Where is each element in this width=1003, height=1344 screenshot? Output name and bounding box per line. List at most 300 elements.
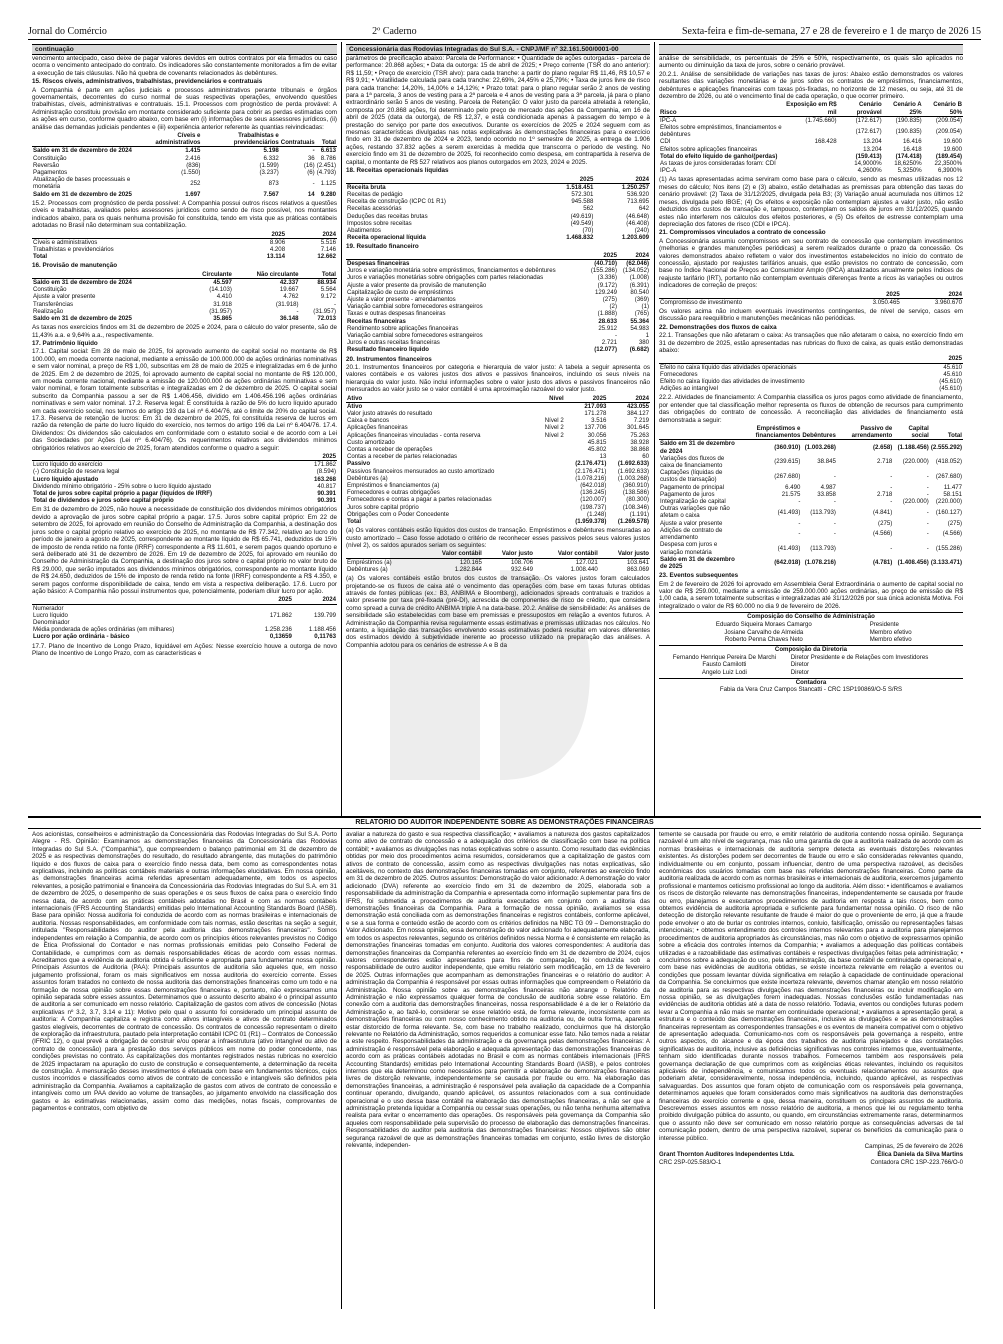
cell-value: Nível 2 bbox=[544, 431, 564, 439]
cell-value: - bbox=[890, 544, 893, 552]
cell-value: 25.912 bbox=[598, 324, 617, 332]
cell-value: 3.516 bbox=[591, 417, 607, 425]
cell-value: (49.549) bbox=[570, 219, 594, 227]
cell-value bbox=[538, 410, 565, 417]
row-label: Taxas e outras despesas financeiras bbox=[347, 310, 446, 318]
row-label: Juros sobre capital próprio bbox=[347, 503, 419, 511]
column-header: Não circulante bbox=[233, 271, 300, 279]
row-label: Lucro líquido bbox=[33, 611, 68, 619]
section-heading: 17. Patrimônio líquido bbox=[32, 339, 98, 347]
table-row bbox=[346, 432, 650, 439]
paragraph: análise de sensibilidade, os percentuais de 25% e 50%, respectivamente, os quais são aplicados no aumento ou diminuição da taxa de juros, sobre o cenário provável. bbox=[659, 55, 963, 70]
cell-value bbox=[783, 146, 837, 153]
row-label: Atualização de bases processuais e monetária bbox=[33, 176, 131, 191]
cell-value: (80.300) bbox=[626, 496, 649, 504]
cell-value: 380 bbox=[638, 339, 649, 347]
table-row bbox=[346, 332, 650, 339]
row-label: Total de juros sobre capital próprio a pagar (líquidos de IRRF) bbox=[33, 490, 212, 498]
financial-instruments-table bbox=[346, 395, 650, 526]
row-label: Aplicações financeiras vinculadas - conta reserva bbox=[347, 431, 481, 439]
cell-value: 40.817 bbox=[317, 482, 336, 490]
cell-value: (765) bbox=[634, 310, 649, 318]
column-header: Circulante bbox=[185, 271, 233, 279]
cell-value: (4.781) bbox=[872, 559, 893, 567]
row-label: Ajuste a valor presente bbox=[660, 519, 723, 527]
cell-value: Nível 2 bbox=[544, 424, 564, 432]
cell-value: 2.718 bbox=[877, 490, 893, 498]
row-label: Debêntures (a) bbox=[347, 474, 388, 482]
row-label: Fornecedores bbox=[660, 370, 698, 378]
table-row bbox=[346, 205, 650, 212]
auditor-firm-crc: CRC 2SP-025.583/O-1 bbox=[659, 1158, 722, 1166]
row-label: Fornecedores e outras obrigações bbox=[347, 489, 440, 497]
cell-value: 80.540 bbox=[630, 288, 649, 296]
cell-value: (16) bbox=[303, 161, 315, 169]
table-row bbox=[346, 446, 650, 453]
cell-value: 423.055 bbox=[626, 402, 649, 410]
cell-value: (108.346) bbox=[622, 503, 649, 511]
paragraph: temente se causada por fraude ou erro, e emitir relatório de auditoria contendo nossa opinião. Segurança razoável é um alto nível de segurança, mas não uma garantia de que a auditoria realizada de acordo com as normas brasileiras e internacionais de auditoria sempre detecta as eventuais distorções relevantes existentes. As distorções podem ser decorrentes de fraude ou erro e são consideradas relevantes quando, individualmente ou em conjunto, possam influenciar, dentro de uma perspectiva razoável, as decisões econômicas dos usuários tomadas com base nas referidas demonstrações financeiras. Como parte da auditoria realizada de acordo com as normas brasileiras e internacionais de auditoria, exercemos julgamento profissional e mantemos ceticismo profissional ao longo da auditoria. Além disso: • identificamos e avaliamos os riscos de distorção relevante nas demonstrações financeiras, independentemente se causada por fraude ou erro, planejamos e executamos procedimentos de auditoria em resposta a tais riscos, bem como obtemos evidência de auditoria apropriada e suficiente para fundamentar nossa opinião. O risco de não detecção de distorção relevante resultante de fraude é maior do que o proveniente de erro, já que a fraude pode envolver o ato de burlar os controles internos, conluio, falsificação, omissão ou representações falsas intencionais; • obtemos entendimento dos controles internos relevantes para a auditoria para planejarmos procedimentos de auditoria apropriados às circunstâncias, mas não com o objetivo de expressarmos opinião sobre a eficácia dos controles internos da Companhia; • avaliamos a adequação das políticas contábeis utilizadas e a razoabilidade das estimativas contábeis e respectivas divulgações feitas pela administração; • concluímos sobre a adequação do uso, pela administração, da base contábil de continuidade operacional e, com base nas evidências de auditoria obtidas, se existe incerteza relevante em relação a eventos ou condições que possam levantar dúvida significativa em relação à capacidade de continuidade operacional da Companhia. Se concluirmos que existe incerteza relevante, devemos chamar atenção em nosso relatório de auditoria para as respectivas divulgações nas demonstrações financeiras ou incluir modificação em nossa opinião, se as divulgações forem inadequadas. Nossas conclusões estão fundamentadas nas evidências de auditoria obtidas até a data de nosso relatório. Todavia, eventos ou condições futuras podem levar a Companhia a não mais se manter em continuidade operacional; • avaliamos a apresentação geral, a estrutura e o conteúdo das demonstrações financeiras, inclusive as divulgações e se as demonstrações financeiras representam as correspondentes transações e os eventos de maneira compatível com o objetivo de apresentação adequada. Comunicamo-nos com os responsáveis pela governança a respeito, entre outros aspectos, do alcance e da época dos trabalhos de auditoria planejados e das constatações significativas de auditoria, inclusive as deficiências significativas nos controles internos que, eventualmente, tenham sido identificadas durante nossos trabalhos. Fornecemos também aos responsáveis pela governança declaração de que cumprimos com as exigências éticas relevantes, incluindo os requisitos aplicáveis de independência, e comunicamos todos os eventuais relacionamentos ou assuntos que poderiam afetar, consideravelmente, nossa independência, incluindo, quando aplicável, as respectivas salvaguardas. Dos assuntos que foram objeto de comunicação com os responsáveis pela governança, determinamos aqueles que foram considerados como mais significativos na auditoria das demonstrações financeiras do exercício corrente e que, dessa maneira, constituem os principais assuntos de auditoria. Descrevemos esses assuntos em nosso relatório de auditoria, a menos que lei ou regulamento tenha proibido divulgação pública do assunto, ou quando, em circunstâncias extremamente raras, determinarmos que o assunto não deve ser comunicado em nosso relatório porque as consequências adversas de tal comunicação podem, dentro de uma perspectiva razoável, superar os benefícios da comunicação para o interesse público. bbox=[659, 831, 963, 1142]
cell-value: - bbox=[798, 530, 801, 538]
cell-value: 13 bbox=[599, 453, 607, 461]
table-row bbox=[346, 410, 650, 417]
cell-value: (4.841) bbox=[872, 508, 893, 516]
paragraph: 15.2. Processos com prognóstico de perda possível: A Companhia possui outros riscos relativos a questões cíveis e trabalhistas, avaliados pelos assessores jurídicos como sendo de risco possível, nos montantes indicados abaixo, para os quais nenhuma provisão foi constituída, tendo em vista que as práticas contábeis adotadas no Brasil não determinam sua contabilização. bbox=[32, 199, 337, 230]
cell-value bbox=[538, 439, 565, 446]
row-label: Ajuste a valor presente bbox=[33, 293, 96, 301]
cell-value: (209.054) bbox=[935, 116, 962, 124]
row-label: Receitas acessórias bbox=[347, 205, 402, 213]
row-label: Reversão bbox=[33, 161, 60, 169]
cell-value: 4.208 bbox=[269, 245, 286, 253]
cell-value: (1.188.456) bbox=[897, 444, 929, 452]
paragraph: A Concessionária assumiu compromissos em seu contrato de concessão que contemplam investimentos (melhorias e grandes manutenções periódicas) a serem realizados durante o prazo da concessão. Os valores demonstrados abaixo refletem o valor dos investimentos estabelecidos no início do contrato de concessão, ajustado por reajustes tarifários anuais, que estão previstos no contrato de concessão, com base no Índice Nacional de Preços ao Consumidor Amplo (IPCA) atualizados anualmente pelos índices de reajuste tarifário (IRT), portanto não contemplam eventuais diferenças frente a ricos às variações ou outros indicadores de correção de preços: bbox=[659, 237, 963, 290]
section-heading: 19. Resultado financeiro bbox=[346, 243, 419, 251]
cell-value: - bbox=[798, 498, 801, 506]
cell-value bbox=[783, 167, 837, 174]
column-header: Total bbox=[316, 132, 337, 147]
row-label: (-) Constituição de reserva legal bbox=[33, 468, 120, 476]
table-row bbox=[346, 274, 650, 281]
column-2 bbox=[341, 42, 654, 816]
commitments-table bbox=[659, 291, 963, 306]
row-label: Efeitos sobre aplicações financeiras bbox=[660, 145, 758, 153]
cell-value: 562 bbox=[583, 205, 594, 213]
row-label: Variações dos fluxos de caixa de financiamento bbox=[660, 454, 725, 470]
cell-value: (46.408) bbox=[626, 219, 649, 227]
cell-value: - bbox=[890, 483, 893, 491]
column-header: Total bbox=[930, 425, 963, 440]
column-header: Valor contábil bbox=[534, 550, 599, 558]
section-heading: 18. Receitas operacionais líquidas bbox=[346, 167, 449, 175]
cell-value: 642 bbox=[638, 205, 649, 213]
row-label: Ajuste a valor presente - arrendamentos bbox=[347, 295, 456, 303]
cell-value: (1.191) bbox=[629, 510, 649, 518]
cell-value: 45.597 bbox=[213, 278, 232, 286]
company-title: Concessionária das Rodovias Integradas do Sul S.A. - CNPJ/MF nº 32.161.500/0001-00 bbox=[346, 44, 650, 55]
cell-value: - bbox=[890, 498, 893, 506]
cell-value: 13.114 bbox=[266, 253, 286, 261]
paragraph: 22.2. Atividades de financiamento: A Companhia classifica os juros pagos como atividade de financiamento, por entender que tal classificação melhor representa os fluxos de obtenção de recursos para cumprimento das obrigações do contrato de concessão. A reconciliação das atividades de financiamento está demonstrada a seguir: bbox=[659, 394, 963, 424]
table-row bbox=[659, 363, 963, 371]
cell-value: (836) bbox=[186, 161, 201, 169]
cell-value: 13.204 bbox=[863, 138, 882, 146]
cell-value: 1.188.456 bbox=[308, 626, 336, 634]
table-row bbox=[346, 475, 650, 482]
table-row bbox=[659, 505, 963, 519]
row-label: Aplicações financeiras bbox=[347, 424, 408, 432]
cell-value: 1.258.236 bbox=[264, 626, 292, 634]
row-label: Capitalização de custo de empréstimos bbox=[347, 288, 454, 296]
board-block bbox=[659, 612, 963, 643]
cell-value: (220.000) bbox=[902, 498, 929, 506]
cell-value: (1.888) bbox=[597, 310, 617, 318]
person-name: Eduardo Siqueira Moraes Camargo bbox=[715, 621, 812, 629]
row-label: Abatimentos bbox=[347, 226, 381, 234]
table-row bbox=[32, 604, 337, 612]
table-row bbox=[659, 440, 963, 455]
person-role: Diretor bbox=[790, 661, 810, 669]
person-role: Presidente bbox=[869, 621, 899, 629]
cell-value: (6) bbox=[307, 169, 315, 177]
cell-value: (12.077) bbox=[594, 346, 617, 354]
cell-value: 384.127 bbox=[626, 410, 649, 418]
row-label: Custo amortizado bbox=[347, 438, 395, 446]
page-header bbox=[28, 25, 981, 40]
paragraph: Em 2 de fevereiro de 2026 foi aprovado em Assembleia Geral Extraordinária o aumento de capital social no valor de R$ 259.000, mediante a emissão de 259.000.000 ações ordinárias, ao preço de emissão de R$ 1,00 cada, a serem totalmente subscritas e integralizadas até 31/12/2026 por sua única acionista Motiva. Foi integralizado o valor de R$ 60.000 no dia 9 de fevereiro de 2026. bbox=[659, 580, 963, 610]
cell-value: (136.245) bbox=[580, 489, 607, 497]
paragraph: 20.1. Instrumentos financeiros por categoria e hierarquia de valor justo: A tabela a seguir apresenta os valores contábeis e os valores justos dos ativos e passivos financeiros, incluindo os seus níveis na hierarquia do valor justo. Não inclui informações sobre o valor justo dos ativos e passivos financeiros não mensurados ao valor justo se o valor contábil é uma aproximação razoável do valor justo. bbox=[346, 363, 650, 394]
person-row bbox=[659, 661, 963, 668]
directors-title: Composição da Diretoria bbox=[774, 645, 848, 653]
paragraph: (1) As taxas apresentadas acima serviram como base para o cálculo, sendo as mesmas utilizadas nos 12 meses do cálculo; Nos itens (2) e (3) abaixo, estão detalhadas as premissas para obtenção das taxas do cenário provável: (2) Taxa de 31/12/2025, divulgada pela B3; (3) Variação anual acumulada nos últimos 12 meses, divulgada pelo IBGE; (4) Os efeitos e exposição não contemplam ajustes a valor justo, não estão deduzidos dos custos de transação e, tampouco, contemplam os saldos de juros em 31/12/2025, quando estes não interferem nos cálculos dos efeitos posteriores, e (5) Os efeitos de estresse contemplam uma depreciação dos fatores de risco (CDI e IPCA). bbox=[659, 176, 963, 228]
cell-value bbox=[538, 489, 565, 496]
cell-value: 9.280 bbox=[320, 190, 336, 198]
cell-value: 58.151 bbox=[943, 490, 962, 498]
cell-value: 252 bbox=[190, 179, 201, 187]
cell-value: (14.103) bbox=[209, 286, 232, 294]
person-role: Diretor Presidente e de Relações com Investidores bbox=[790, 654, 929, 662]
table-row bbox=[32, 253, 337, 260]
column-header: 2024 bbox=[293, 596, 337, 604]
cell-value: - bbox=[926, 472, 929, 480]
cell-value: (134.052) bbox=[622, 267, 649, 275]
cell-value: (1.599) bbox=[259, 161, 279, 169]
board-title: Composição do Conselho de Administração bbox=[747, 613, 875, 621]
cell-value: 127.021 bbox=[575, 558, 598, 566]
table-row bbox=[32, 246, 337, 253]
board-list bbox=[659, 621, 963, 643]
cell-value: (267.680) bbox=[935, 472, 962, 480]
table-row bbox=[346, 439, 650, 446]
cell-value: 11.477 bbox=[943, 483, 962, 491]
table-header-row bbox=[346, 550, 650, 558]
row-label: Total do efeito líquido de ganho/(perdas) bbox=[660, 152, 778, 160]
row-label: Contas a receber de partes relacionadas bbox=[347, 453, 458, 461]
cell-value: (1.550) bbox=[181, 169, 201, 177]
table-row bbox=[32, 238, 337, 246]
cell-value: (1.959.378) bbox=[575, 518, 607, 526]
row-label: Variação cambial sobre fornecedores estrangeiros bbox=[347, 331, 483, 339]
column-header: Passivo de arrendamento bbox=[837, 425, 893, 440]
cell-value: - bbox=[833, 498, 836, 506]
table-row bbox=[346, 518, 650, 525]
cell-value: 1.518.451 bbox=[566, 183, 594, 191]
cell-value: (155.286) bbox=[590, 267, 617, 275]
cell-value: 5.564 bbox=[320, 286, 336, 294]
cell-value: 19.600 bbox=[943, 138, 962, 146]
column-header: 2024 bbox=[618, 252, 650, 260]
cell-value: - bbox=[926, 530, 929, 538]
cell-value: - bbox=[333, 300, 336, 308]
column-header: Nível bbox=[538, 395, 565, 403]
cell-value: (1.248) bbox=[587, 510, 607, 518]
column-header: 2024 bbox=[594, 176, 650, 184]
provisions-table bbox=[32, 132, 337, 198]
cell-value: (155.286) bbox=[935, 544, 962, 552]
cell-value: (239.615) bbox=[774, 458, 801, 466]
paragraph: (a) Os valores contábeis estão líquidos dos custos de transação. Empréstimos e debêntures mensuradas ao custo amortizado – Caso fosse adotado o critério de reconhecer esses passivos pelos seus valores justos (nível 2), os saldos apurados seriam os seguintes: bbox=[346, 527, 650, 550]
cell-value: (3.237) bbox=[259, 169, 279, 177]
row-label: Empréstimos (a) bbox=[347, 558, 392, 566]
section-heading: 22. Demonstrações dos fluxos de caixa bbox=[659, 323, 777, 331]
paragraph: avaliar a natureza do gasto e sua respectiva classificação; • avaliamos a natureza dos gastos capitalizados como ativo de contrato de concessão e a adequação dos critérios de classificação com base na política contábil; • avaliamos as divulgações nas notas explicativas sobre o assunto. Como resultado das evidências obtidas por meio dos procedimentos acima resumidos, consideramos que a capitalização de gastos com ativos de contrato de concessão, assim como as respectivas divulgações nas notas explicativas, são aceitáveis, no contexto das demonstrações financeiras tomadas em conjunto, referentes ao exercício findo em 31 de dezembro de 2025. Outros assuntos: Demonstração do valor adicionado: A demonstração do valor adicionado (DVA) referente ao exercício findo em 31 de dezembro de 2025, elaborada sob a responsabilidade da administração da Companhia e apresentada como informação suplementar para fins de IFRS, foi submetida a procedimentos de auditoria executados em conjunto com a auditoria das demonstrações financeiras da Companhia. Para a formação de nossa opinião, avaliamos se essa demonstração está conciliada com as demonstrações financeiras e registros contábeis, conforme aplicável, e se a sua forma e conteúdo estão de acordo com os critérios definidos na NBC TG 09 – Demonstração do Valor Adicionado. Em nossa opinião, essa demonstração do valor adicionado foi adequadamente elaborada, em todos os aspectos relevantes, segundo os critérios definidos nessa Norma e é consistente em relação às demonstrações financeiras tomadas em conjunto. Auditoria dos valores correspondentes: A auditoria das demonstrações financeiras da Companhia referentes ao exercício findo em 31 de dezembro de 2024, cujos valores correspondentes estão apresentados para fins de comparação, foi conduzida sob a responsabilidade de outro auditor independente, que emitiu relatório sem modificação, em 13 de fevereiro de 2025. Outras informações que acompanham as demonstrações financeiras e o relatório do auditor: A administração da Companhia é responsável por essas outras informações que compreendem o Relatório da Administração. Nossa opinião sobre as demonstrações financeiras não abrange o Relatório da Administração e não expressamos qualquer forma de conclusão de auditoria sobre esse relatório. Em conexão com a auditoria das demonstrações financeiras, nossa responsabilidade é a de ler o Relatório da Administração e, ao fazê-lo, considerar se esse relatório está, de forma relevante, inconsistente com as demonstrações financeiras ou com nosso conhecimento obtido na auditoria ou, de outra forma, aparenta estar distorcido de forma relevante. Se, com base no trabalho realizado, concluirmos que há distorção relevante no Relatório da Administração, somos requeridos a comunicar esse fato. Não temos nada a relatar a este respeito. Responsabilidades da administração e da governança pelas demonstrações financeiras: A administração é responsável pela elaboração e adequada apresentação das demonstrações financeiras de acordo com as práticas contábeis adotadas no Brasil e com as normas contábeis internacionais (IFRS Accounting Standards) emitidas pelo International Accounting Standards Board (IASB), e pelos controles internos que ela determinou como necessários para permitir a elaboração de demonstrações financeiras livres de distorção relevante, independentemente se causada por fraude ou erro. Na elaboração das demonstrações financeiras, a administração é responsável pela avaliação da capacidade de a Companhia continuar operando, divulgando, quando aplicável, os assuntos relacionados com a sua continuidade operacional e o uso dessa base contábil na elaboração das demonstrações financeiras, a não ser que a administração pretenda liquidar a Companhia ou cessar suas operações, ou não tenha nenhuma alternativa realista para evitar o encerramento das operações. Os responsáveis pela governança da Companhia são aqueles com responsabilidade pela supervisão do processo de elaboração das demonstrações financeiras. Responsabilidades do auditor pela auditoria das demonstrações financeiras: Nossos objetivos são obter segurança razoável de que as demonstrações financeiras tomadas em conjunto, estão livres de distorção relevante, independen- bbox=[346, 831, 650, 1150]
table-header-row bbox=[32, 453, 337, 461]
cell-value: (1.078.216) bbox=[575, 474, 607, 482]
cell-value: 945.588 bbox=[571, 198, 594, 206]
column-header: Cenário B 50% bbox=[923, 101, 963, 116]
cell-value: 9.172 bbox=[320, 293, 336, 301]
row-label: Trabalhistas e previdenciários bbox=[33, 245, 114, 253]
publication-page bbox=[28, 42, 981, 1309]
paragraph: Aos acionistas, conselheiros e administração da Concessionária das Rodovias Integradas do Sul S.A. Porto Alegre - RS. Opinião: Examinamos as demonstrações financeiras da Concessionária das Rodovias Integradas do Sul S.A. ("Companhia"), que compreendem o balanço patrimonial em 31 de dezembro de 2025 e as respectivas demonstrações do resultado, do resultado abrangente, das mutações do patrimônio líquido e dos fluxos de caixa para o exercício findo nessa data, bem como as correspondentes notas explicativas, incluindo as políticas contábeis materiais e outras informações elucidativas. Em nossa opinião, as demonstrações financeiras acima referidas apresentam adequadamente, em todos os aspectos relevantes, a posição patrimonial e financeira da Concessionária das Rodovias Integradas do Sul S.A. em 31 de dezembro de 2025, o desempenho de suas operações e os seus fluxos de caixa para o exercício findo nessa data, de acordo com as práticas contábeis adotadas no Brasil e com as normas contábeis internacionais (IFRS Accounting Standards) emitidas pelo International Accounting Standards Board (IASB). Base para opinião: Nossa auditoria foi conduzida de acordo com as normas brasileiras e internacionais de auditoria. Nossas responsabilidades, em conformidade com tais normas, estão descritas na seção a seguir, intitulada "Responsabilidades do auditor pela auditoria das demonstrações financeiras". Somos independentes em relação à Companhia, de acordo com os princípios éticos relevantes previstos no Código de Ética Profissional do Contador e nas normas profissionais emitidas pelo Conselho Federal de Contabilidade, e cumprimos com as demais responsabilidades éticas de acordo com essas normas. Acreditamos que a evidência de auditoria obtida é suficiente e apropriada para fundamentar nossa opinião. Principais Assuntos de Auditoria (PAA): Principais assuntos de auditoria são aqueles que, em nosso julgamento profissional, foram os mais significativos em nossa auditoria do exercício corrente. Esses assuntos foram tratados no contexto de nossa auditoria das demonstrações financeiras como um todo e na formação de nossa opinião sobre essas demonstrações financeiras e, portanto, não expressamos uma opinião separada sobre esses assuntos. Determinamos que o assunto descrito abaixo é o principal assunto de auditoria a ser comunicado em nosso relatório. Capitalização de gastos com ativos de concessão (Notas explicativas nº 3.2, 3.7, 3.14 e 11): Motivo pelo qual o assunto foi considerado um principal assunto de auditoria: A Companhia capitaliza e registra como ativos intangíveis e ativos de contrato determinados gastos elegíveis, decorrentes de contrato de concessão. Os contratos de concessão representam o direito de exploração da infraestrutura, pautado pela interpretação contábil ICPC 01 (R1) – Contratos de Concessão (IFRIC 12), o qual prevê a obrigação de construir e/ou operar a infraestrutura (ativo intangível ou ativo de contrato de concessão) para a prestação dos serviços públicos em nome do poder concedente, nas condições previstas no contrato. As capitalizações dos montantes registrados nestas rubricas no exercício de 2025 impactaram na apuração do custo de construção e consequentemente, a determinação da receita de construção. A mensuração desses investimentos é efetuada com base em fundamentos técnicos, cujos custos incorridos e classificados como ativos de contrato de concessão e intangíveis são definidos pela administração da Companhia. Avaliamos a capitalização de gastos com ativos de contrato de concessão e intangíveis como um PAA devido ao volume de transações, ao julgamento envolvido na classificação dos gastos e às estimativas relacionadas, assim como das medições, notas fiscais, comprovantes de pagamentos e contratos, com objetivo de bbox=[32, 831, 337, 1113]
cell-value: 0,11763 bbox=[314, 633, 336, 641]
row-label: Receitas de pedágio bbox=[347, 190, 403, 198]
auditor-partner-crc: Contadora CRC 1SP-223.766/O-0 bbox=[870, 1158, 963, 1166]
cell-value: 2.718 bbox=[877, 458, 893, 466]
cell-value: (113.793) bbox=[810, 508, 836, 516]
possible-loss-table bbox=[32, 231, 337, 261]
issue-date: Sexta-feira e fim-de-semana, 27 e 28 de fevereiro e 1 de março de 2026 15 bbox=[681, 26, 981, 37]
auditor-partner: Élica Daniela da Silva Martins bbox=[877, 1151, 963, 1159]
paragraph: Os valores acima não incluem eventuais investimentos contingentes, de nível de serviço, casos em discussão para reequilíbrio e manutenções mecânicas não periódicas. bbox=[659, 307, 963, 323]
cell-value: (120.007) bbox=[580, 496, 607, 504]
cell-value: 42.337 bbox=[279, 278, 299, 286]
cell-value: 90.391 bbox=[317, 497, 336, 505]
section-heading: 16. Provisão de manutenção bbox=[32, 262, 118, 270]
table-row bbox=[346, 496, 650, 503]
cell-value: (1.003.268) bbox=[804, 444, 836, 452]
cell-value: (174.418) bbox=[895, 152, 922, 160]
cell-value: 1.415 bbox=[185, 147, 201, 155]
person-name: Josiane Carvalho de Almeida bbox=[724, 628, 804, 636]
cell-value: 171.862 bbox=[313, 461, 336, 469]
cell-value: (2) bbox=[609, 303, 617, 311]
row-label: Lucro líquido ajustado bbox=[33, 475, 99, 483]
column-header: Capital social bbox=[893, 425, 930, 440]
earnings-per-share-table bbox=[32, 596, 337, 640]
cell-value: 7.567 bbox=[263, 190, 279, 198]
cell-value: (8.594) bbox=[316, 468, 336, 476]
cell-value: 54.983 bbox=[630, 324, 649, 332]
section-heading: 20. Instrumentos financeiros bbox=[346, 355, 432, 363]
row-label: Transferências bbox=[33, 300, 74, 308]
cell-value: (642.018) bbox=[580, 482, 607, 490]
cell-value: (1.269.578) bbox=[617, 518, 649, 526]
table-row bbox=[32, 476, 337, 483]
cell-value: 1.282.844 bbox=[454, 565, 482, 573]
cell-value: 19.667 bbox=[279, 286, 299, 294]
row-label: Efeitos sobre empréstimos, financiamentos e debêntures bbox=[660, 124, 782, 139]
cell-value: 1 bbox=[645, 331, 649, 339]
cell-value: 863.069 bbox=[626, 565, 649, 573]
table-header-row bbox=[346, 252, 650, 260]
report-column-1 bbox=[28, 829, 341, 1309]
column-header: Cenário A 25% bbox=[883, 101, 923, 116]
cell-value: 129.249 bbox=[594, 288, 617, 296]
cell-value bbox=[293, 604, 337, 612]
table-row bbox=[32, 176, 337, 190]
row-label: Saldo em 31 de dezembro de 2024 bbox=[33, 147, 132, 155]
row-label: Captações (líquidas de custos de transação) bbox=[660, 469, 723, 484]
column-header: Cíveis e administrativos bbox=[136, 132, 201, 147]
row-label: Despesas financeiras bbox=[347, 259, 410, 267]
cell-value: 1.125 bbox=[320, 179, 336, 187]
table-row bbox=[659, 520, 963, 527]
table-row bbox=[346, 220, 650, 227]
cell-value: (1.003.268) bbox=[617, 474, 649, 482]
cell-value: (2.658) bbox=[872, 444, 893, 452]
cell-value: (172.617) bbox=[855, 127, 882, 135]
cell-value: (41.493) bbox=[777, 508, 801, 516]
row-label: Variação cambial sobre fornecedores estrangeiros bbox=[347, 303, 483, 311]
table-row bbox=[659, 385, 963, 392]
table-row bbox=[32, 461, 337, 469]
cell-value: (360.910) bbox=[622, 482, 649, 490]
cell-value: 5.198 bbox=[263, 147, 279, 155]
row-label: Constituição bbox=[33, 286, 67, 294]
paragraph: As taxas nos exercícios findos em 31 de dezembro de 2025 e 2024, para o cálculo do valor presente, são de 11,43% a.a. e 9,64% a.a., respectivamente. bbox=[32, 324, 337, 339]
section-heading: 21. Compromissos vinculados a contrato de concessão bbox=[659, 229, 826, 237]
cell-value: (1) bbox=[641, 303, 649, 311]
paragraph: 17.7. Plano de Incentivo de Longo Prazo, liquidável em Ações: Nesse exercício houve a outorga de novo Plano de Incentivo de Longo Prazo, com as características e bbox=[32, 642, 337, 657]
table-row bbox=[32, 278, 337, 286]
cell-value: 13.204 bbox=[863, 145, 882, 153]
column-header bbox=[346, 550, 418, 558]
cell-value: 35.865 bbox=[213, 314, 232, 322]
cell-value: - bbox=[926, 519, 929, 527]
row-label: As taxas de juros consideradas foram: CDI bbox=[660, 160, 776, 168]
table-row bbox=[32, 633, 337, 640]
maintenance-provision-table bbox=[32, 271, 337, 322]
table-row bbox=[346, 289, 650, 296]
table-header-row bbox=[32, 271, 337, 279]
table-row bbox=[659, 153, 963, 160]
cell-value: 8.786 bbox=[320, 154, 336, 162]
row-label: CDI bbox=[660, 138, 671, 146]
table-row bbox=[346, 227, 650, 234]
cell-value bbox=[249, 604, 293, 612]
table-row bbox=[32, 308, 337, 315]
table-row bbox=[346, 339, 650, 346]
cell-value: 1.008.440 bbox=[570, 565, 598, 573]
cell-value: 36 bbox=[307, 154, 315, 162]
cell-value: 8.906 bbox=[269, 238, 286, 246]
cell-value: (267.680) bbox=[774, 472, 801, 480]
cell-value: (9.172) bbox=[597, 281, 617, 289]
table-row bbox=[346, 424, 650, 431]
table-row bbox=[659, 455, 963, 469]
cell-value: - bbox=[312, 147, 315, 155]
cell-value: Nível 2 bbox=[544, 417, 564, 425]
row-label: Dividendo mínimo obrigatório - 25% sobre o lucro líquido ajustado bbox=[33, 482, 212, 490]
cell-value: 4.762 bbox=[283, 293, 299, 301]
row-label: Contas a receber de operações bbox=[347, 446, 433, 454]
cell-value: 4.410 bbox=[216, 293, 232, 301]
table-row bbox=[659, 527, 963, 541]
table-row bbox=[659, 491, 963, 498]
cell-value: - bbox=[833, 530, 836, 538]
table-row bbox=[346, 234, 650, 241]
cell-value: 14 bbox=[307, 190, 315, 198]
row-label: Receitas financeiras bbox=[347, 317, 406, 325]
cell-value bbox=[783, 160, 837, 167]
column-header: 2025 bbox=[919, 355, 963, 363]
cell-value: (190.835) bbox=[895, 116, 922, 124]
row-label: Total bbox=[33, 253, 48, 261]
cell-value: (40.710) bbox=[594, 259, 617, 267]
table-row bbox=[346, 402, 650, 410]
row-label: Lucro líquido do exercício bbox=[33, 461, 103, 469]
table-row bbox=[659, 167, 963, 174]
cell-value: 932.649 bbox=[510, 565, 534, 573]
cell-value: 163.268 bbox=[313, 475, 336, 483]
paragraph: Em 31 de dezembro de 2025, não houve a necessidade de constituição dos dividendos mínimos obrigatórios devido a aprovação de juros sobre capital próprio a pagar. 17.5. Juros sobre capital próprio: Em 22 de setembro de 2025, foi aprovado em reunião do Conselho de Administração da Companhia, a destinação dos juros sobre o capital próprio relativo ao exercício de 2025, no montante de R$ 77.342, relativo ao lucro do período de janeiro a agosto de 2025, correspondente ao montante líquido de R$ 65.741, deduzidos de 15% de imposto de renda retido na fonte (IRRF) correspondente a R$ 11.601, e serem pagos quando oportuno e será deliberado até 31 de dezembro de 2026. Em 19 de dezembro de 2025, foi aprovado em reunião do Conselho de Administração da Companhia, a destinação dos juros sobre o capital próprio no valor bruto de R$ 29.000, que serão imputados aos dividendos mínimos obrigatórios, correspondente ao montante líquido de R$ 24.650, deduzidos de 15% de imposto de renda retido na fonte (IRRF) correspondente a R$ 4.350, e serem pagos conforme disponibilidade de caixa, tendo em vista a respectiva deliberação. 17.6. Lucro por ação básico: A Companhia não possui instrumentos que, potencialmente, poderiam diluir lucro por ação. bbox=[32, 506, 337, 595]
column-header: Exposição em R$ mil bbox=[783, 101, 837, 116]
cell-value bbox=[538, 446, 565, 453]
cell-value: (369) bbox=[634, 295, 649, 303]
paragraph: 20.2.1. Análise de sensibilidade de variações nas taxas de juros: Abaixo estão demonstrados os valores resultantes das variações monetárias e de juros sobre os contratos de empréstimos, financiamentos, debêntures e aplicações financeiras com taxas pós-fixadas, no horizonte de 12 meses, ou seja, até 31 de dezembro de 2026, ou até o vencimento final de cada operação, o que ocorrer primeiro. bbox=[659, 70, 963, 101]
section-heading: 23. Eventos subsequentes bbox=[659, 572, 739, 580]
cell-value: (2.176.471) bbox=[575, 460, 607, 468]
table-row bbox=[32, 191, 337, 198]
row-label: Impostos sobre receitas bbox=[347, 219, 412, 227]
row-label: Pagamentos bbox=[33, 169, 68, 177]
cell-value: 2.721 bbox=[601, 339, 617, 347]
fair-value-table bbox=[346, 550, 650, 573]
cell-value bbox=[538, 518, 565, 525]
person-row bbox=[659, 636, 963, 643]
row-label: Fornecedores e contas a pagar a partes relacionadas bbox=[347, 496, 492, 504]
row-label: Juros e variações monetárias sobre obrigações com partes relacionadas bbox=[347, 274, 544, 282]
cell-value bbox=[538, 496, 565, 503]
row-label: Integralização de capital bbox=[660, 498, 726, 506]
sensitivity-table bbox=[659, 101, 963, 174]
cell-value: (45.610) bbox=[939, 385, 962, 393]
paragraph: A Companhia é parte em ações judiciais e processos administrativos perante tribunais e órgãos governamentais, decorrentes do curso normal de suas respectivas operações, envolvendo questões trabalhistas, cíveis, administrativas e contratuais. 15.1. Processos com prognóstico de perda provável: A Administração constituiu provisão em montante considerado suficiente para cobrir as perdas estimadas com as ações em curso, conforme quadro abaixo, com base em (i) informações de seus assessores jurídicos, (ii) análise das demandas judiciais pendentes e (iii) experiência anterior referente às quantias reivindicadas: bbox=[32, 86, 337, 131]
table-row bbox=[346, 198, 650, 205]
cell-value: (275) bbox=[947, 519, 962, 527]
cell-value: 33.858 bbox=[817, 490, 836, 498]
row-label: Deduções das receitas brutas bbox=[347, 212, 428, 220]
person-role: Membro efetivo bbox=[869, 635, 912, 643]
cell-value bbox=[293, 619, 337, 626]
section-heading: 15. Riscos cíveis, administrativos, trabalhistas, previdenciários e contratuais bbox=[32, 78, 263, 86]
table-header-row bbox=[346, 395, 650, 403]
row-label: Pagamento de juros bbox=[660, 490, 715, 498]
cell-value bbox=[538, 453, 565, 460]
cell-value: (220.000) bbox=[935, 498, 962, 506]
